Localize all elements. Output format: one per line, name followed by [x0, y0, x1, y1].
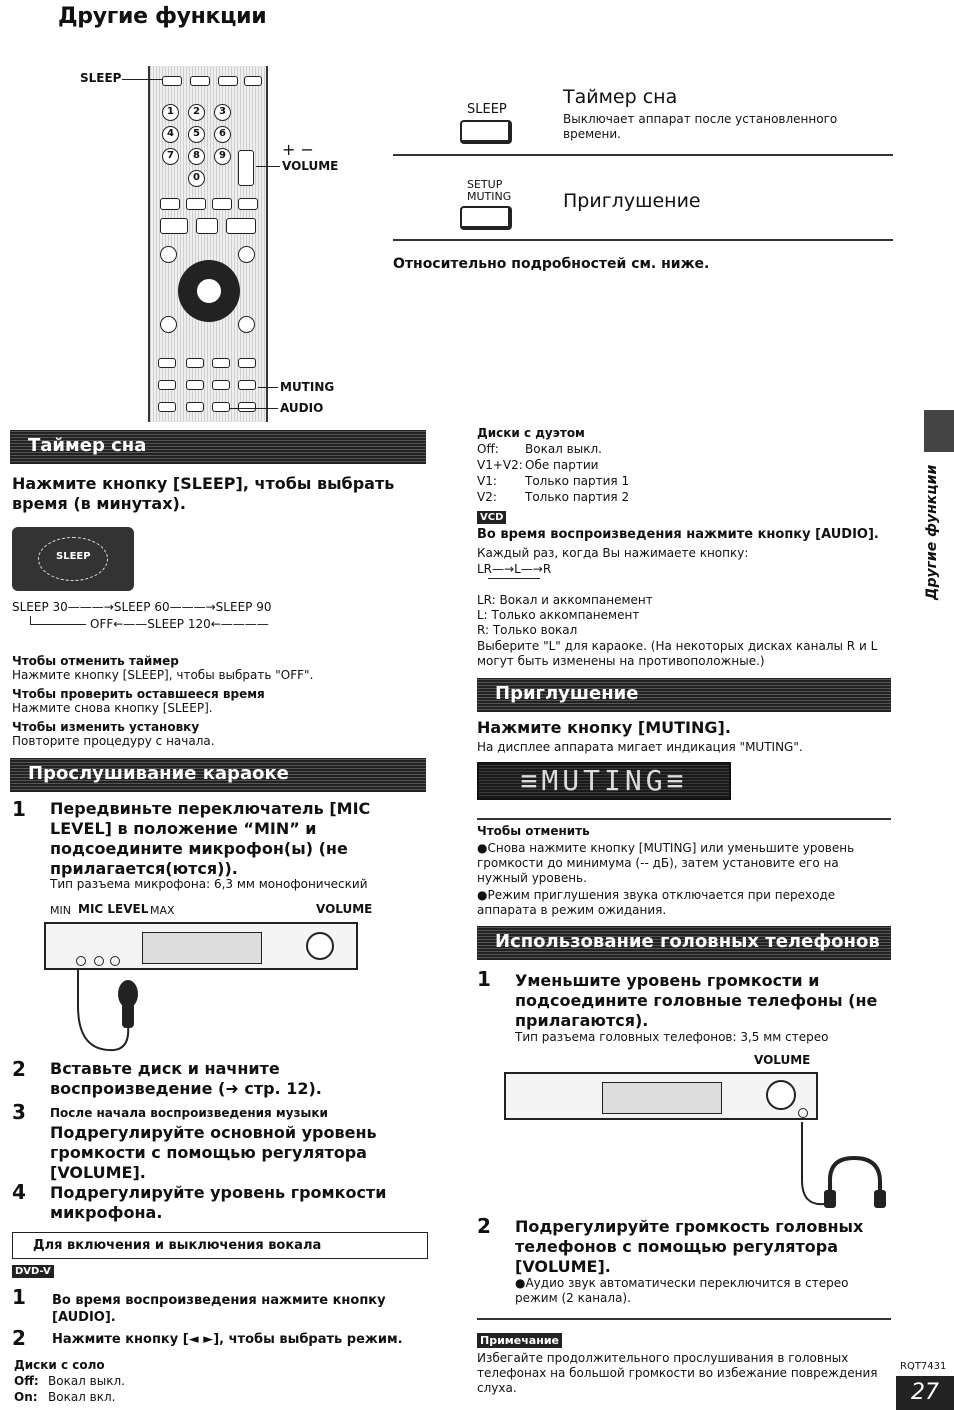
karaoke-step-3: Подрегулируйте основной уровень громкости с помощью регулятора [VOLUME].: [50, 1123, 377, 1182]
display-window: [142, 932, 262, 964]
lr-desc: LR: Вокал и аккомпанемент: [477, 593, 653, 607]
stop-key: [160, 218, 188, 234]
duet-row-value: Вокал выкл.: [525, 442, 602, 456]
mic-jack: [94, 956, 104, 966]
remote-key: [238, 358, 256, 368]
side-tab-marker: [924, 410, 954, 452]
num-key: 7: [162, 148, 179, 165]
sleep-key: [162, 76, 182, 86]
section-bar-timer: Таймер сна: [10, 430, 426, 464]
pause-key: [196, 218, 218, 234]
details-note: Относительно подробностей см. ниже.: [393, 256, 710, 272]
sleep-display-text: SLEEP: [56, 551, 91, 562]
sleep-sequence-1: SLEEP 30———→SLEEP 60———→SLEEP 90: [12, 600, 272, 614]
step-number: 1: [477, 967, 491, 991]
step-number: 4: [12, 1180, 26, 1204]
l-desc: L: Только аккомпанемент: [477, 608, 640, 622]
vcd-heading: Во время воспроизведения нажмите кнопку [AUDIO].: [477, 527, 879, 542]
karaoke-step-2: Вставьте диск и начните воспроизведение (➜ стр. 12).: [50, 1059, 322, 1098]
step-number: 1: [12, 1285, 26, 1309]
note-tag: Примечание: [477, 1333, 562, 1348]
section-bar-headphones: Использование головных телефонов: [477, 926, 891, 960]
plus-minus: + −: [282, 140, 314, 159]
duet-row-key: V2:: [477, 490, 497, 504]
solo-off-key: Off:: [14, 1374, 39, 1388]
headphone-jack: [798, 1108, 808, 1118]
duet-row-value: Обе партии: [525, 458, 599, 472]
num-key: 3: [214, 104, 231, 121]
each-press: Каждый раз, когда Вы нажимаете кнопку:: [477, 546, 749, 560]
player-front-panel: [44, 922, 358, 970]
headphones-step-2-note: ●Аудио звук автоматически переключится в стерео режим (2 канала).: [515, 1276, 849, 1305]
step-number: 3: [12, 1100, 26, 1124]
muting-key-label: MUTING: [467, 190, 512, 203]
solo-off-value: Вокал выкл.: [48, 1374, 125, 1388]
check-time-heading: Чтобы проверить оставшееся время: [12, 687, 265, 701]
timer-heading: Нажмите кнопку [SLEEP], чтобы выбрать время (в минутах).: [12, 474, 395, 513]
remote-key: [186, 358, 204, 368]
page-number: 27: [896, 1376, 954, 1410]
display-window: [602, 1082, 722, 1114]
vocal-toggle-box: Для включения и выключения вокала: [12, 1232, 428, 1259]
vocal-step-2: Нажмите кнопку [◄ ►], чтобы выбрать режим.: [52, 1332, 403, 1347]
headphones-volume-label: VOLUME: [754, 1053, 811, 1067]
check-time-text: Нажмите снова кнопку [SLEEP].: [12, 701, 213, 715]
muting-key: [238, 380, 256, 390]
volume-callout: VOLUME: [282, 159, 339, 173]
sleep-loop-line: [30, 624, 86, 625]
mic-min-label: MIN: [50, 904, 71, 917]
remote-key: [244, 76, 262, 86]
sleep-key-label: SLEEP: [467, 102, 507, 117]
sleep-loop-line: [30, 616, 31, 624]
cycle-loop-line: [488, 578, 540, 579]
r-desc: R: Только вокал: [477, 623, 578, 637]
karaoke-step-1: Передвиньте переключатель [MIC LEVEL] в положение “MIN” и подсоедините микрофон(ы) (не прилагается(ются)).: [50, 799, 371, 878]
mic-level-label: MIC LEVEL: [78, 902, 149, 916]
karaoke-step-4: Подрегулируйте уровень громкости микрофона.: [50, 1183, 387, 1222]
num-key: 0: [188, 170, 205, 187]
muting-bullet-1: ●Снова нажмите кнопку [MUTING] или уменьшите уровень громкости до минимума (-- дБ), затем установите его на нужный уровень.: [477, 841, 855, 885]
remote-key: [160, 246, 177, 263]
num-key: 4: [162, 126, 179, 143]
section-bar-karaoke: Прослушивание караоке: [10, 758, 426, 792]
volume-knob: [306, 932, 334, 960]
doc-code: RQT7431: [900, 1361, 947, 1372]
divider: [477, 1318, 891, 1320]
remote-key: [160, 198, 180, 210]
remote-key: [158, 358, 176, 368]
remote-key: [238, 316, 255, 333]
microphone-illustration: [70, 966, 150, 1058]
remote-key: [186, 198, 206, 210]
muting-callout: MUTING: [280, 380, 335, 394]
num-key: 9: [214, 148, 231, 165]
audio-leader-line: [230, 408, 278, 409]
remote-key: [158, 402, 176, 412]
divider: [393, 154, 893, 156]
enter-key: [196, 278, 222, 304]
sleep-callout: SLEEP: [80, 71, 122, 85]
step-number: 2: [12, 1326, 26, 1350]
solo-heading: Диски с соло: [14, 1358, 105, 1372]
remote-key: [186, 402, 204, 412]
audio-cycle: LR—→L—→R: [477, 562, 552, 576]
cancel-timer-text: Нажмите кнопку [SLEEP], чтобы выбрать "OFF".: [12, 668, 314, 682]
muting-bullet-2: ●Режим приглушения звука отключается при переходе аппарата в режим ожидания.: [477, 888, 836, 917]
karaoke-step-1-note: Тип разъема микрофона: 6,3 мм монофонический: [50, 877, 368, 891]
remote-key: [186, 380, 204, 390]
headphones-step-2: Подрегулируйте громкость головных телефонов с помощью регулятора [VOLUME].: [515, 1217, 864, 1276]
num-key: 2: [188, 104, 205, 121]
duet-row-key: Off:: [477, 442, 499, 456]
dvd-v-tag: DVD-V: [12, 1265, 54, 1278]
duet-row-key: V1:: [477, 474, 497, 488]
headphones-step-1: Уменьшите уровень громкости и подсоедините головные телефоны (не прилагаются).: [515, 971, 878, 1030]
volume-knob: [766, 1080, 796, 1110]
sleep-title: Таймер сна: [563, 86, 678, 108]
mic-level-knob: [110, 956, 120, 966]
cancel-timer-heading: Чтобы отменить таймер: [12, 654, 179, 668]
change-setting-heading: Чтобы изменить установку: [12, 720, 200, 734]
remote-key: [212, 358, 230, 368]
karaoke-step-3-pre: После начала воспроизведения музыки: [50, 1106, 328, 1120]
remote-key: [212, 402, 230, 412]
num-key: 6: [214, 126, 231, 143]
remote-key: [190, 76, 210, 86]
duet-heading: Диски с дуэтом: [477, 426, 585, 440]
volume-leader-line: [256, 166, 280, 167]
num-key: 8: [188, 148, 205, 165]
num-key: 1: [162, 104, 179, 121]
change-setting-text: Повторите процедуру с начала.: [12, 734, 215, 748]
player-front-panel: [504, 1072, 818, 1120]
remote-key: [218, 76, 238, 86]
sleep-desc: Выключает аппарат после установленного времени.: [563, 112, 838, 141]
divider: [477, 818, 891, 820]
remote-key: [160, 316, 177, 333]
remote-key: [212, 198, 232, 210]
headphones-note: Избегайте продолжительного прослушивания в головных телефонах на большой громкости во избежание повреждения слуха.: [477, 1351, 878, 1395]
sleep-sequence-2: OFF←——SLEEP 120←————: [90, 617, 269, 631]
step-number: 2: [12, 1057, 26, 1081]
side-section-label: Другие функции: [924, 464, 940, 600]
muting-title: Приглушение: [563, 190, 701, 212]
remote-key: [238, 402, 256, 412]
mic-max-label: MAX: [150, 904, 175, 917]
sleep-leader-line: [122, 79, 162, 80]
duet-row-value: Только партия 2: [525, 490, 630, 504]
solo-on-key: On:: [14, 1390, 38, 1404]
duet-row-value: Только партия 1: [525, 474, 630, 488]
sleep-display: [12, 527, 134, 591]
karaoke-channel-note: Выберите "L" для караоке. (На некоторых дисках каналы R и L могут быть изменены на противоположные.): [477, 639, 878, 668]
duet-row-key: V1+V2:: [477, 458, 523, 472]
sleep-key-icon: [460, 120, 512, 144]
muting-heading: Нажмите кнопку [MUTING].: [477, 718, 731, 737]
muting-cancel-heading: Чтобы отменить: [477, 824, 590, 838]
remote-key: [238, 198, 258, 210]
play-key: [226, 218, 256, 234]
num-key: 5: [188, 126, 205, 143]
muting-leader-line: [258, 387, 278, 388]
muting-key-icon: [460, 206, 512, 230]
audio-callout: AUDIO: [280, 401, 324, 415]
remote-key: [238, 246, 255, 263]
vocal-step-1: Во время воспроизведения нажмите кнопку [AUDIO].: [52, 1293, 386, 1325]
section-bar-muting: Приглушение: [477, 678, 891, 712]
setup-key-label: SETUP: [467, 178, 503, 191]
volume-label: VOLUME: [316, 902, 373, 916]
vcd-tag: VCD: [477, 511, 506, 524]
remote-key: [158, 380, 176, 390]
divider: [393, 239, 893, 241]
muting-lcd: ≡MUTING≡: [477, 762, 731, 800]
step-number: 1: [12, 797, 26, 821]
volume-key: [238, 150, 254, 186]
audio-key: [212, 380, 230, 390]
page-title: Другие функции: [58, 4, 267, 29]
headphones-step-1-note: Тип разъема головных телефонов: 3,5 мм стерео: [515, 1030, 829, 1044]
remote-illustration: [148, 66, 268, 422]
step-number: 2: [477, 1214, 491, 1238]
solo-on-value: Вокал вкл.: [48, 1390, 116, 1404]
muting-desc: На дисплее аппарата мигает индикация "MUTING".: [477, 740, 803, 754]
headphones-illustration: [794, 1120, 886, 1212]
mic-jack: [76, 956, 86, 966]
